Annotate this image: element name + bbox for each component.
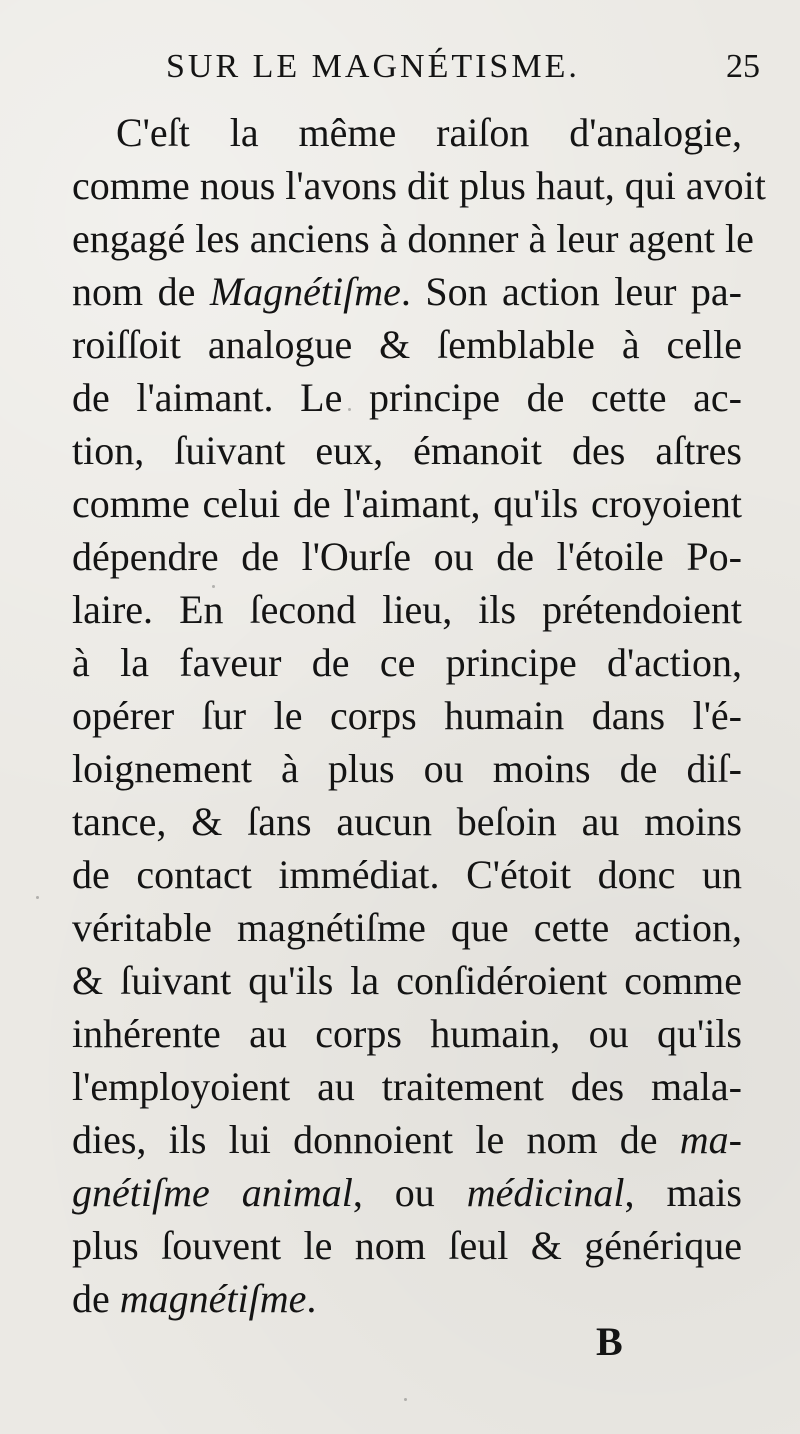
- text-line: roiſſoit analogue & ſemblable à celle: [72, 322, 742, 367]
- text-line: tion, ſuivant eux, émanoit des aſtres: [72, 428, 742, 473]
- text-line: engagé les anciens à donner à leur agent le: [72, 216, 754, 261]
- text-line: dépendre de l'Ourſe ou de l'étoile Po-: [72, 534, 742, 579]
- text-line: inhérente au corps humain, ou qu'ils: [72, 1011, 742, 1056]
- text-span: , mais: [624, 1170, 742, 1215]
- text-line: [72, 265, 742, 318]
- italic-term: ma-: [679, 1117, 742, 1162]
- text-line: l'employoient au traitement des mala-: [72, 1064, 742, 1109]
- text-span: de: [72, 1276, 120, 1321]
- text-line: [72, 1166, 742, 1219]
- text-line: de contact immédiat. C'étoit donc un: [72, 852, 742, 897]
- paper-speck: [36, 896, 39, 899]
- text-line: laire. En ſecond lieu, ils prétendoient: [72, 587, 742, 632]
- text-line: plus ſouvent le nom ſeul & générique: [72, 1223, 742, 1268]
- text-span: , ou: [352, 1170, 467, 1215]
- page-number: 25: [726, 48, 760, 85]
- text-line: véritable magnétiſme que cette action,: [72, 905, 742, 950]
- italic-term: Magnétiſme: [209, 269, 401, 314]
- text-span: .: [306, 1276, 317, 1321]
- text-line: [72, 1272, 742, 1325]
- text-line: loignement à plus ou moins de diſ-: [72, 746, 742, 791]
- text-line: & ſuivant qu'ils la conſidéroient comme: [72, 958, 742, 1003]
- text-line: à la faveur de ce principe d'action,: [72, 640, 742, 685]
- italic-term: médicinal: [466, 1170, 625, 1215]
- text-span: dies, ils lui donnoient le nom de: [72, 1117, 680, 1162]
- text-span: nom de: [72, 269, 210, 314]
- text-line: C'eſt la même raiſon d'analogie,: [116, 110, 742, 155]
- body-text: [72, 106, 766, 1325]
- text-line: [72, 1113, 742, 1166]
- text-line: comme nous l'avons dit plus haut, qui avoit: [72, 163, 766, 208]
- text-line: opérer ſur le corps humain dans l'é-: [72, 693, 742, 738]
- italic-term: gnétiſme animal: [72, 1170, 353, 1215]
- signature-mark: B: [596, 1319, 623, 1364]
- italic-term: magnétiſme: [119, 1276, 307, 1321]
- running-head: [166, 48, 760, 96]
- text-line: de l'aimant. Le principe de cette ac-: [72, 375, 742, 420]
- text-line: comme celui de l'aimant, qu'ils croyoient: [72, 481, 742, 526]
- text-line: tance, & ſans aucun beſoin au moins: [72, 799, 742, 844]
- text-span: . Son action leur pa-: [400, 269, 742, 314]
- running-head-title: SUR LE MAGNÉTISME.: [166, 48, 580, 85]
- paper-speck: [404, 1398, 407, 1401]
